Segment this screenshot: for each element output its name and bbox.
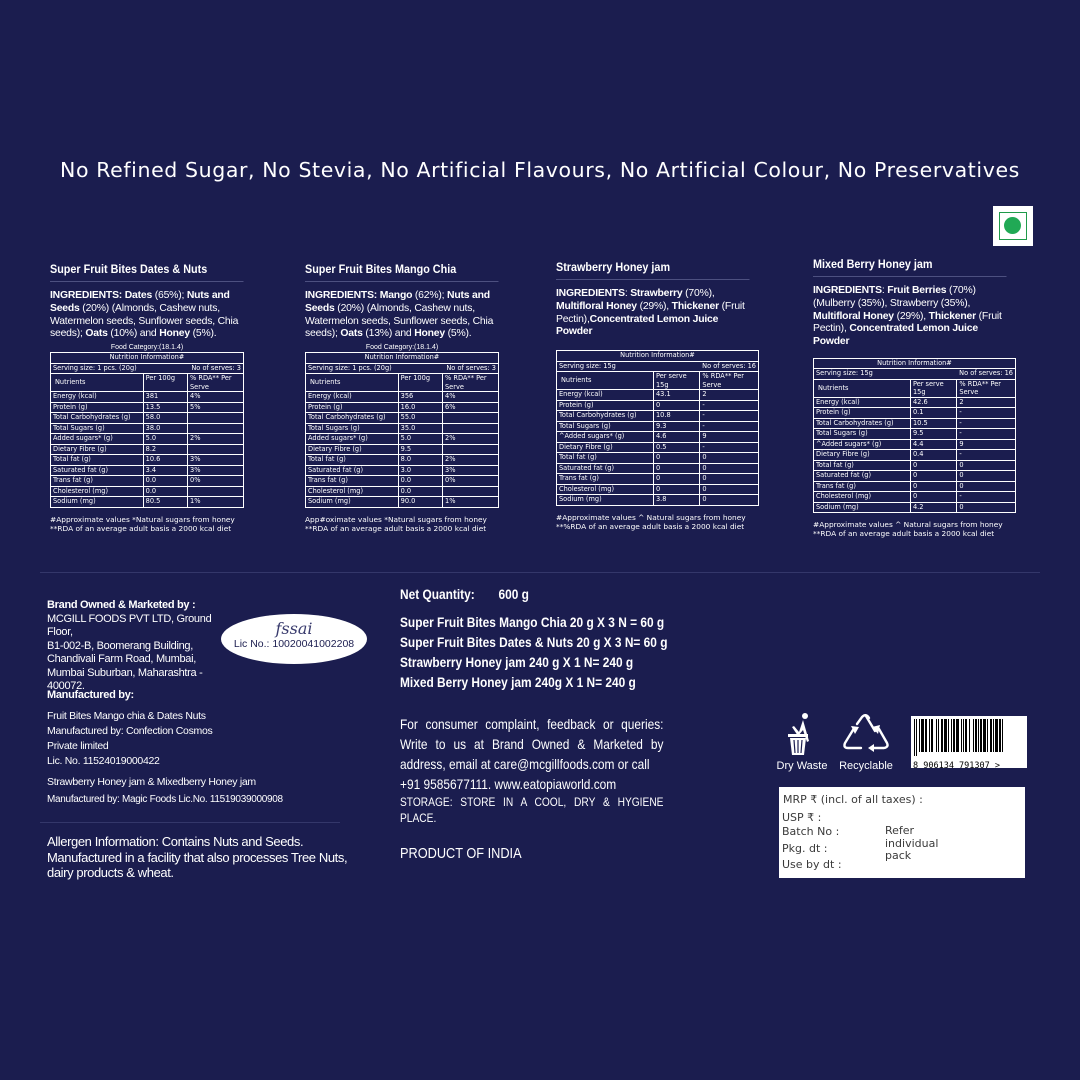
- table-cell: 0: [653, 484, 699, 495]
- manufacturer-line: Lic. No. 11524019000422: [47, 754, 160, 767]
- storage: STORAGE: STORE IN A COOL, DRY & HYGIENE PLACE.: [400, 795, 664, 825]
- table-cell: [443, 413, 499, 424]
- table-cell: Cholesterol (mg): [306, 486, 399, 497]
- recyclable-label: Recyclable: [839, 760, 893, 772]
- col-rda: % RDA** Per Serve: [443, 374, 499, 392]
- dry-waste-icon: [785, 712, 815, 756]
- table-row: [557, 495, 759, 506]
- fssai-license: Lic No.: 10020041002208: [233, 638, 355, 650]
- table-cell: 0%: [443, 476, 499, 487]
- divider: [40, 572, 1040, 573]
- footnote-1: #Approximate values ^ Natural sugars from honey: [813, 520, 1003, 530]
- product-title: Super Fruit Bites Mango Chia: [305, 262, 499, 282]
- table-cell: 0: [910, 460, 956, 471]
- table-cell: Added sugars* (g): [306, 434, 399, 445]
- table-cell: 2: [957, 397, 1016, 408]
- table-cell: 0: [700, 453, 759, 464]
- table-footnote: [556, 513, 756, 531]
- table-cell: Energy (kcal): [306, 392, 399, 403]
- table-cell: 4%: [188, 392, 244, 403]
- table-cell: 5%: [188, 402, 244, 413]
- brand-block: [47, 599, 227, 694]
- table-cell: 9.3: [653, 421, 699, 432]
- table-cell: Saturated fat (g): [51, 465, 144, 476]
- table-cell: [443, 444, 499, 455]
- table-cell: 1%: [443, 497, 499, 508]
- col-rda: % RDA** Per Serve: [188, 374, 244, 392]
- serves-count: No of serves: 3: [443, 363, 499, 374]
- table-cell: 6%: [443, 402, 499, 413]
- table-row: [557, 432, 759, 443]
- table-row: [51, 486, 244, 497]
- table-cell: 9: [700, 432, 759, 443]
- table-cell: 2%: [443, 455, 499, 466]
- table-row: [51, 497, 244, 508]
- table-row: [51, 476, 244, 487]
- nutrition-table: [305, 352, 499, 508]
- table-cell: Total fat (g): [51, 455, 144, 466]
- table-row: [51, 423, 244, 434]
- table-cell: 13.5: [143, 402, 187, 413]
- table-cell: 3%: [443, 465, 499, 476]
- table-row: [306, 434, 499, 445]
- contact-line: +91 9585677111. www.eatopiaworld.com: [400, 776, 617, 792]
- table-row: [557, 463, 759, 474]
- table-cell: 80.5: [143, 497, 187, 508]
- footnote-1: #Approximate values *Natural sugars from honey: [50, 514, 235, 524]
- col-nutrients: Nutrients: [557, 372, 654, 390]
- table-row: [306, 465, 499, 476]
- table-cell: 3.0: [398, 465, 442, 476]
- table-row: [557, 400, 759, 411]
- footnote-2: **RDA of an average adult basis a 2000 kcal diet: [50, 523, 232, 533]
- table-cell: Sodium (mg): [814, 502, 911, 513]
- consumer-info: [400, 714, 664, 864]
- table-cell: Cholesterol (mg): [814, 492, 911, 503]
- brand-label: Brand Owned & Marketed by: [47, 599, 190, 611]
- table-cell: 356: [398, 392, 442, 403]
- net-value: 600 g: [498, 586, 529, 602]
- table-cell: [443, 423, 499, 434]
- table-cell: 4.2: [910, 502, 956, 513]
- table-row: [557, 421, 759, 432]
- table-row: [814, 471, 1016, 482]
- nutrition-table: [50, 352, 244, 508]
- table-cell: 0%: [188, 476, 244, 487]
- table-cell: 3.8: [653, 495, 699, 506]
- table-cell: Sodium (mg): [557, 495, 654, 506]
- table-cell: 2%: [188, 434, 244, 445]
- table-cell: Total Sugars (g): [306, 423, 399, 434]
- table-cell: Total fat (g): [557, 453, 654, 464]
- table-cell: Energy (kcal): [814, 397, 911, 408]
- product-panel-mango-chia: [305, 262, 505, 533]
- recycle-icon: [841, 713, 891, 755]
- product-title: Strawberry Honey jam: [556, 260, 750, 280]
- table-cell: 0: [700, 495, 759, 506]
- food-category: Food Category:(18.1.4): [110, 344, 184, 352]
- table-cell: [188, 413, 244, 424]
- product-panel-strawberry-jam: [556, 260, 756, 531]
- nutrition-table: [813, 358, 1016, 514]
- serves-count: No of serves: 16: [700, 361, 759, 372]
- table-cell: 8.2: [143, 444, 187, 455]
- table-cell: Total Carbohydrates (g): [814, 418, 911, 429]
- table-cell: 4%: [443, 392, 499, 403]
- table-cell: -: [700, 400, 759, 411]
- table-cell: 38.0: [143, 423, 187, 434]
- barcode-number: 8 906134 791307 >: [913, 761, 1000, 771]
- product-title: Mixed Berry Honey jam: [813, 257, 1007, 277]
- table-row: [814, 492, 1016, 503]
- table-cell: Total Carbohydrates (g): [51, 413, 144, 424]
- table-cell: 0: [957, 471, 1016, 482]
- table-cell: 1%: [188, 497, 244, 508]
- table-cell: 0: [910, 481, 956, 492]
- serving-size: Serving size: 15g: [557, 361, 700, 372]
- net-label: Net Quantity:: [400, 586, 475, 602]
- serves-count: No of serves: 16: [957, 369, 1016, 380]
- table-cell: -: [957, 408, 1016, 419]
- brand-label-suffix: :: [189, 599, 196, 611]
- net-breakdown: [400, 612, 681, 692]
- table-cell: -: [957, 450, 1016, 461]
- table-cell: 16.0: [398, 402, 442, 413]
- table-row: [814, 429, 1016, 440]
- table-row: [814, 481, 1016, 492]
- table-cell: 0: [653, 474, 699, 485]
- table-cell: 0: [700, 474, 759, 485]
- table-cell: Sodium (mg): [306, 497, 399, 508]
- footnote-2: **RDA of an average adult basis a 2000 kcal diet: [305, 523, 487, 533]
- batch-label: Batch No :: [782, 825, 840, 838]
- col-nutrients: Nutrients: [306, 374, 399, 392]
- net-line: Super Fruit Bites Dates & Nuts 20 g X 3 N= 60 g: [400, 634, 668, 650]
- table-cell: -: [700, 421, 759, 432]
- table-cell: 3.4: [143, 465, 187, 476]
- table-cell: 5.0: [398, 434, 442, 445]
- table-cell: Saturated fat (g): [814, 471, 911, 482]
- table-cell: 90.0: [398, 497, 442, 508]
- col-nutrients: Nutrients: [51, 374, 144, 392]
- barcode-bars: [911, 716, 1027, 756]
- table-row: [51, 413, 244, 424]
- col-per: Per 100g: [398, 374, 442, 392]
- product-panel-mixed-berry-jam: [813, 257, 1013, 538]
- table-cell: Added sugars* (g): [51, 434, 144, 445]
- table-cell: ^Added sugars* (g): [557, 432, 654, 443]
- dry-waste-block: [772, 712, 832, 772]
- ingredients: INGREDIENTS: Fruit Berries (70%) (Mulberry (35%), Strawberry (35%), Multifloral Honey (29%), Thickener (Fruit Pectin), Concentrated Lemon Juice Powder: [813, 285, 1002, 348]
- table-cell: Total Sugars (g): [814, 429, 911, 440]
- table-row: [306, 423, 499, 434]
- table-cell: Total fat (g): [814, 460, 911, 471]
- table-cell: 0.0: [143, 486, 187, 497]
- table-cell: 0.0: [398, 486, 442, 497]
- table-cell: 0.5: [653, 442, 699, 453]
- veg-mark-icon: [993, 206, 1033, 246]
- pkg-date-label: Pkg. dt :: [782, 842, 828, 855]
- table-row: [557, 390, 759, 401]
- table-cell: 0: [653, 463, 699, 474]
- table-cell: 0: [957, 481, 1016, 492]
- table-cell: 0: [910, 471, 956, 482]
- nutrition-table: [556, 350, 759, 506]
- table-cell: 0.4: [910, 450, 956, 461]
- usp-label: USP ₹ :: [782, 811, 822, 824]
- table-cell: [188, 423, 244, 434]
- table-cell: 9: [957, 439, 1016, 450]
- table-cell: 0: [957, 502, 1016, 513]
- ingredients: INGREDIENTS: Strawberry (70%), Multifloral Honey (29%), Thickener (Fruit Pectin),Concentrated Lemon Juice Powder: [556, 288, 745, 338]
- table-row: [306, 444, 499, 455]
- table-cell: 35.0: [398, 423, 442, 434]
- col-rda: % RDA** Per Serve: [957, 379, 1016, 397]
- footnote-2: **%RDA of an average adult basis a 2000 kcal diet: [556, 521, 745, 531]
- table-cell: Trans fat (g): [306, 476, 399, 487]
- table-cell: Cholesterol (mg): [51, 486, 144, 497]
- table-cell: 0.0: [143, 476, 187, 487]
- table-row: [814, 418, 1016, 429]
- table-cell: 0: [910, 492, 956, 503]
- table-cell: Saturated fat (g): [557, 463, 654, 474]
- net-line: Super Fruit Bites Mango Chia 20 g X 3 N = 60 g: [400, 614, 665, 630]
- mrp-label: MRP ₹ (incl. of all taxes) :: [783, 793, 923, 806]
- net-quantity: [400, 584, 681, 692]
- table-row: [51, 465, 244, 476]
- address-line: MCGILL FOODS PVT LTD, Ground Floor,: [47, 612, 212, 638]
- dry-waste-label: Dry Waste: [776, 760, 828, 772]
- table-cell: [188, 486, 244, 497]
- table-cell: Energy (kcal): [557, 390, 654, 401]
- address-line: Chandivali Farm Road, Mumbai,: [47, 653, 197, 665]
- table-cell: Protein (g): [306, 402, 399, 413]
- table-row: [306, 486, 499, 497]
- table-cell: Total Sugars (g): [51, 423, 144, 434]
- table-row: [306, 497, 499, 508]
- table-row: [306, 392, 499, 403]
- table-row: [814, 397, 1016, 408]
- divider: [40, 822, 340, 823]
- serving-size: Serving size: 15g: [814, 369, 957, 380]
- table-cell: 8.0: [398, 455, 442, 466]
- table-row: [814, 439, 1016, 450]
- table-cell: Sodium (mg): [51, 497, 144, 508]
- table-cell: 0: [653, 400, 699, 411]
- serving-size: Serving size: 1 pcs. (20g): [306, 363, 443, 374]
- table-cell: -: [957, 418, 1016, 429]
- table-cell: 0: [700, 484, 759, 495]
- address-line: Mumbai Suburban, Maharashtra -: [47, 666, 203, 679]
- table-cell: Dietary Fibre (g): [557, 442, 654, 453]
- table-cell: 58.0: [143, 413, 187, 424]
- table-cell: 0: [957, 460, 1016, 471]
- table-cell: 10.6: [143, 455, 187, 466]
- table-cell: Total Sugars (g): [557, 421, 654, 432]
- table-row: [306, 476, 499, 487]
- table-row: [306, 455, 499, 466]
- table-footnote: [50, 515, 250, 533]
- table-row: [51, 444, 244, 455]
- table-row: [814, 408, 1016, 419]
- table-cell: -: [957, 492, 1016, 503]
- table-cell: Protein (g): [814, 408, 911, 419]
- manufacturer-block: [47, 689, 297, 807]
- table-cell: Total Carbohydrates (g): [306, 413, 399, 424]
- table-row: [814, 450, 1016, 461]
- table-cell: ^Added sugars* (g): [814, 439, 911, 450]
- origin: PRODUCT OF INDIA: [400, 845, 522, 862]
- net-line: Mixed Berry Honey jam 240g X 1 N= 240 g: [400, 674, 636, 690]
- table-cell: 55.0: [398, 413, 442, 424]
- serving-size: Serving size: 1 pcs. (20g): [51, 363, 188, 374]
- allergen-info: Allergen Information: Contains Nuts and Seeds. Manufactured in a facility that also processes Tree Nuts, dairy products & wheat.: [47, 834, 348, 880]
- address-line: B1-002-B, Boomerang Building,: [47, 639, 194, 652]
- table-cell: 2%: [443, 434, 499, 445]
- barcode: [911, 716, 1027, 771]
- table-cell: 4.4: [910, 439, 956, 450]
- use-by-label: Use by dt :: [782, 858, 842, 871]
- table-cell: 10.5: [910, 418, 956, 429]
- table-cell: 2: [700, 390, 759, 401]
- table-cell: Protein (g): [51, 402, 144, 413]
- manufacturer-line: Fruit Bites Mango chia & Dates Nuts: [47, 709, 206, 722]
- mrp-box: [779, 787, 1025, 878]
- table-cell: 5.0: [143, 434, 187, 445]
- table-cell: Energy (kcal): [51, 392, 144, 403]
- col-per: Per serve 15g: [653, 372, 699, 390]
- table-cell: Total fat (g): [306, 455, 399, 466]
- table-cell: Trans fat (g): [814, 481, 911, 492]
- table-cell: 42.6: [910, 397, 956, 408]
- ingredients: INGREDIENTS: Dates (65%); Nuts and Seeds (20%) (Almonds, Cashew nuts, Watermelon seeds, Sunflower seeds, Chia seeds); Oats (10%) and Honey (5%).: [50, 290, 239, 340]
- table-cell: 9.5: [910, 429, 956, 440]
- recyclable-block: [834, 713, 898, 772]
- table-row: [557, 484, 759, 495]
- fssai-logo: fssai: [275, 619, 313, 638]
- footnote-1: #Approximate values ^ Natural sugars from honey: [556, 512, 746, 522]
- table-row: [306, 413, 499, 424]
- table-title: Nutrition Information#: [51, 353, 244, 364]
- table-cell: Dietary Fibre (g): [814, 450, 911, 461]
- table-cell: 43.1: [653, 390, 699, 401]
- table-cell: Dietary Fibre (g): [306, 444, 399, 455]
- table-footnote: [305, 515, 505, 533]
- net-line: Strawberry Honey jam 240 g X 1 N= 240 g: [400, 654, 634, 670]
- table-cell: 381: [143, 392, 187, 403]
- table-cell: Trans fat (g): [51, 476, 144, 487]
- table-cell: 10.8: [653, 411, 699, 422]
- address-line: 400072.: [47, 680, 85, 692]
- table-row: [557, 474, 759, 485]
- ingredients: INGREDIENTS: Mango (62%); Nuts and Seeds (20%) (Almonds, Cashew nuts, Watermelon seeds, Sunflower seeds, Chia seeds); Oats (13%) and Honey (5%).: [305, 290, 494, 340]
- table-cell: -: [700, 442, 759, 453]
- product-title: Super Fruit Bites Dates & Nuts: [50, 262, 244, 282]
- refer-pack: Refer individual pack: [885, 824, 939, 862]
- table-row: [814, 502, 1016, 513]
- table-cell: -: [700, 411, 759, 422]
- table-cell: Saturated fat (g): [306, 465, 399, 476]
- table-cell: 0: [653, 453, 699, 464]
- table-row: [557, 453, 759, 464]
- footnote-1: App#oximate values *Natural sugars from honey: [305, 514, 487, 524]
- food-category: Food Category:(18.1.4): [365, 344, 439, 352]
- manufacturer-lines: [47, 709, 297, 769]
- col-nutrients: Nutrients: [814, 379, 911, 397]
- manufactured-label: Manufactured by:: [47, 689, 134, 701]
- col-per: Per 100g: [143, 374, 187, 392]
- table-row: [51, 392, 244, 403]
- col-rda: % RDA** Per Serve: [700, 372, 759, 390]
- table-cell: -: [957, 429, 1016, 440]
- table-cell: 0: [700, 463, 759, 474]
- jam-line: Strawberry Honey jam & Mixedberry Honey jam: [47, 775, 256, 788]
- table-cell: Trans fat (g): [557, 474, 654, 485]
- table-title: Nutrition Information#: [306, 353, 499, 364]
- serves-count: No of serves: 3: [188, 363, 244, 374]
- table-cell: Cholesterol (mg): [557, 484, 654, 495]
- table-cell: 4.6: [653, 432, 699, 443]
- table-title: Nutrition Information#: [557, 351, 759, 362]
- claims-banner: No Refined Sugar, No Stevia, No Artificial Flavours, No Artificial Colour, No Preservatives: [60, 158, 1020, 182]
- manufacturer-line: Private limited: [47, 739, 109, 752]
- table-row: [306, 402, 499, 413]
- table-cell: 3%: [188, 455, 244, 466]
- table-cell: [443, 486, 499, 497]
- table-row: [814, 460, 1016, 471]
- table-row: [51, 455, 244, 466]
- table-row: [557, 411, 759, 422]
- product-panel-dates-nuts: [50, 262, 250, 533]
- table-row: [557, 442, 759, 453]
- table-cell: [188, 444, 244, 455]
- table-title: Nutrition Information#: [814, 358, 1016, 369]
- table-row: [51, 402, 244, 413]
- manufacturer-line: Manufactured by: Confection Cosmos: [47, 724, 213, 737]
- table-cell: Protein (g): [557, 400, 654, 411]
- table-cell: 3%: [188, 465, 244, 476]
- table-cell: 0.0: [398, 476, 442, 487]
- table-footnote: [813, 520, 1013, 538]
- brand-address: [47, 613, 227, 694]
- footnote-2: **RDA of an average adult basis a 2000 kcal diet: [813, 529, 995, 539]
- table-cell: Dietary Fibre (g): [51, 444, 144, 455]
- table-cell: Total Carbohydrates (g): [557, 411, 654, 422]
- fssai-badge: [221, 614, 367, 664]
- table-row: [51, 434, 244, 445]
- table-cell: 9.5: [398, 444, 442, 455]
- consumer-complaint: For consumer complaint, feedback or queries: Write to us at Brand Owned & Marketed by address, email at care@mcgillfoods.com or call: [400, 716, 664, 772]
- col-per: Per serve 15g: [910, 379, 956, 397]
- jam-manufacturer: Manufactured by: Magic Foods Lic.No. 11519039000908: [47, 794, 283, 805]
- table-cell: 0.1: [910, 408, 956, 419]
